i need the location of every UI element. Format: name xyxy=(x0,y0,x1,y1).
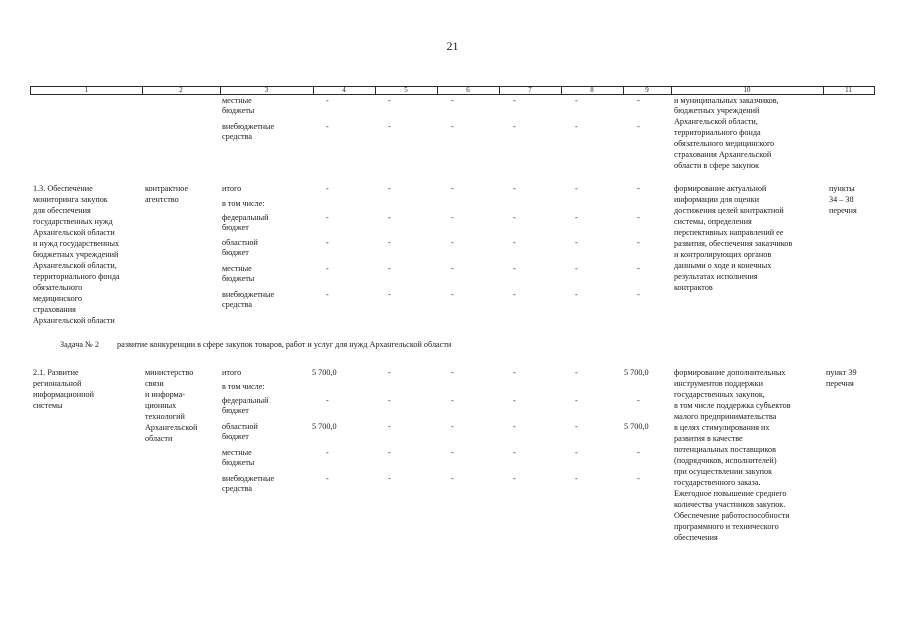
result-text-line: малого предпринимательства xyxy=(674,412,777,421)
value-cell: - xyxy=(326,474,329,483)
value-cell: - xyxy=(388,184,391,193)
source-label: областной xyxy=(222,422,258,431)
reference-line: перечня xyxy=(829,206,857,215)
col-header-2: 2 xyxy=(179,86,183,94)
result-text-line: и контролирующих органов xyxy=(674,250,772,259)
result-text-line: обязательного медицинского xyxy=(674,139,775,148)
result-text-line: Обеспечение работоспособности xyxy=(674,511,790,520)
value-cell: - xyxy=(326,96,329,105)
executor-line: министерство xyxy=(145,368,194,377)
col-header-11: 11 xyxy=(845,86,852,94)
activity-name-line: 1.3. Обеспечение xyxy=(33,184,93,193)
result-text-line: результатах исполнения xyxy=(674,272,758,281)
executor-line: технологий xyxy=(145,412,185,421)
activity-name-line: обязательного xyxy=(33,283,83,292)
result-text-line: программного и технического xyxy=(674,522,779,531)
value-cell: - xyxy=(513,368,516,377)
value-cell: - xyxy=(637,290,640,299)
source-label: итого xyxy=(222,368,242,377)
source-label: бюджет xyxy=(222,432,249,441)
table-header-row xyxy=(30,86,875,95)
activity-name-line: 2.1. Развитие xyxy=(33,368,79,377)
value-cell: - xyxy=(575,448,578,457)
value-cell: - xyxy=(513,96,516,105)
result-text-line: формирование дополнительных xyxy=(674,368,786,377)
col-header-8: 8 xyxy=(590,86,594,94)
result-text-line: при осуществлении закупок xyxy=(674,467,773,476)
value-cell: 5 700,0 xyxy=(624,422,649,431)
value-cell: - xyxy=(637,238,640,247)
activity-name-line: медицинского xyxy=(33,294,82,303)
value-cell: - xyxy=(637,122,640,131)
activity-name-line: Архангельской области xyxy=(33,316,115,325)
executor-line: контрактное xyxy=(145,184,189,193)
value-cell: - xyxy=(451,238,454,247)
value-cell: - xyxy=(451,368,454,377)
value-cell: - xyxy=(451,448,454,457)
activity-name-line: мониторинга закупок xyxy=(33,195,108,204)
value-cell: - xyxy=(575,290,578,299)
source-label: местные xyxy=(222,96,252,105)
result-text-line: перспективных направлений ее xyxy=(674,228,784,237)
value-cell: - xyxy=(637,448,640,457)
value-cell: - xyxy=(575,474,578,483)
value-cell: - xyxy=(637,184,640,193)
value-cell: - xyxy=(575,184,578,193)
result-text-line: инструментов поддержки xyxy=(674,379,764,388)
value-cell: - xyxy=(326,184,329,193)
activity-name-line: Архангельской области, xyxy=(33,261,117,270)
activity-name-line: региональной xyxy=(33,379,82,388)
value-cell: - xyxy=(388,213,391,222)
reference-line: перечня xyxy=(826,379,854,388)
result-text-line: и муниципальных заказчиков, xyxy=(674,96,779,105)
executor-line: ционных xyxy=(145,401,177,410)
value-cell: - xyxy=(451,264,454,273)
result-text-line: количества участников закупок. xyxy=(674,500,786,509)
reference-line: пункт 39 xyxy=(826,368,857,377)
result-text-line: системы, определения xyxy=(674,217,752,226)
value-cell: - xyxy=(388,122,391,131)
value-cell: - xyxy=(451,213,454,222)
result-text-line: обеспечения xyxy=(674,533,718,542)
executor-line: связи xyxy=(145,379,164,388)
value-cell: - xyxy=(637,96,640,105)
source-label: федеральный xyxy=(222,213,269,222)
source-label: средства xyxy=(222,132,253,141)
result-text-line: контрактов xyxy=(674,283,713,292)
result-text-line: территориального фонда xyxy=(674,128,761,137)
value-cell: - xyxy=(575,238,578,247)
value-cell: - xyxy=(326,290,329,299)
value-cell: - xyxy=(513,213,516,222)
source-label: в том числе: xyxy=(222,382,265,391)
value-cell: - xyxy=(575,396,578,405)
source-label: бюджеты xyxy=(222,458,255,467)
col-header-5: 5 xyxy=(404,86,408,94)
executor-line: области xyxy=(145,434,173,443)
task-text: развитие конкуренции в сфере закупок товаров, работ и услуг для нужд Архангельской области xyxy=(117,340,452,349)
value-cell: - xyxy=(513,122,516,131)
value-cell: - xyxy=(451,474,454,483)
executor-line: и информа- xyxy=(145,390,186,399)
source-label: внебюджетные xyxy=(222,474,275,483)
source-label: средства xyxy=(222,300,253,309)
result-text-line: государственного заказа. xyxy=(674,478,761,487)
result-text-line: достижения целей контрактной xyxy=(674,206,784,215)
value-cell: - xyxy=(326,396,329,405)
value-cell: - xyxy=(513,184,516,193)
value-cell: - xyxy=(637,264,640,273)
activity-name-line: для обеспечения xyxy=(33,206,91,215)
source-label: бюджеты xyxy=(222,106,255,115)
value-cell: - xyxy=(637,396,640,405)
activity-name-line: государственных нужд xyxy=(33,217,113,226)
col-header-4: 4 xyxy=(342,86,346,94)
value-cell: - xyxy=(451,396,454,405)
value-cell: - xyxy=(575,96,578,105)
source-label: бюджет xyxy=(222,223,249,232)
value-cell: - xyxy=(575,264,578,273)
source-label: бюджет xyxy=(222,248,249,257)
executor-line: агентство xyxy=(145,195,179,204)
reference-line: 34 – 38 xyxy=(829,195,854,204)
result-text-line: области в сфере закупок xyxy=(674,161,760,170)
result-text-line: информации для оценки xyxy=(674,195,759,204)
value-cell: - xyxy=(575,422,578,431)
value-cell: - xyxy=(513,396,516,405)
result-text-line: бюджетных учреждений xyxy=(674,106,760,115)
value-cell: - xyxy=(637,213,640,222)
value-cell: - xyxy=(451,422,454,431)
page-number: 21 xyxy=(446,39,459,53)
value-cell: - xyxy=(513,422,516,431)
value-cell: - xyxy=(326,122,329,131)
value-cell: 5 700,0 xyxy=(312,422,337,431)
value-cell: - xyxy=(388,264,391,273)
value-cell: - xyxy=(637,474,640,483)
activity-name-line: системы xyxy=(33,401,63,410)
value-cell: 5 700,0 xyxy=(624,368,649,377)
activity-name-line: бюджетных учреждений xyxy=(33,250,119,259)
value-cell: - xyxy=(513,264,516,273)
activity-name-line: территориального фонда xyxy=(33,272,120,281)
value-cell: - xyxy=(513,448,516,457)
result-text-line: развития, обеспечения заказчиков xyxy=(674,239,793,248)
value-cell: - xyxy=(575,213,578,222)
value-cell: - xyxy=(513,238,516,247)
result-text-line: государственных закупок, xyxy=(674,390,765,399)
value-cell: - xyxy=(451,122,454,131)
value-cell: - xyxy=(326,238,329,247)
result-text-line: потенциальных поставщиков xyxy=(674,445,776,454)
result-text-line: в том числе поддержка субъектов xyxy=(674,401,791,410)
result-text-line: в целях стимулирования их xyxy=(674,423,770,432)
value-cell: - xyxy=(513,290,516,299)
source-label: бюджеты xyxy=(222,274,255,283)
result-text-line: данными о ходе и конечных xyxy=(674,261,772,270)
value-cell: - xyxy=(575,368,578,377)
value-cell: - xyxy=(451,96,454,105)
value-cell: 5 700,0 xyxy=(312,368,337,377)
source-label: итого xyxy=(222,184,242,193)
source-label: федеральный xyxy=(222,396,269,405)
value-cell: - xyxy=(326,213,329,222)
value-cell: - xyxy=(326,264,329,273)
col-header-10: 10 xyxy=(743,86,751,94)
activity-name-line: информационной xyxy=(33,390,94,399)
source-label: средства xyxy=(222,484,253,493)
result-text-line: (подрядчиков, исполнителей) xyxy=(674,456,777,465)
source-label: местные xyxy=(222,264,252,273)
value-cell: - xyxy=(388,474,391,483)
value-cell: - xyxy=(451,290,454,299)
activity-name-line: страхования xyxy=(33,305,76,314)
source-label: в том числе: xyxy=(222,199,265,208)
value-cell: - xyxy=(388,96,391,105)
result-text-line: Ежегодное повышение среднего xyxy=(674,489,787,498)
reference-line: пункты xyxy=(829,184,855,193)
result-text-line: страхования Архангельской xyxy=(674,150,772,159)
source-label: местные xyxy=(222,448,252,457)
value-cell: - xyxy=(513,474,516,483)
result-text-line: формирование актуальной xyxy=(674,184,767,193)
source-label: внебюджетные xyxy=(222,122,275,131)
value-cell: - xyxy=(451,184,454,193)
col-header-1: 1 xyxy=(84,86,89,94)
result-text-line: развития в качестве xyxy=(674,434,743,443)
col-header-7: 7 xyxy=(528,86,532,94)
value-cell: - xyxy=(388,238,391,247)
col-header-6: 6 xyxy=(466,86,470,94)
value-cell: - xyxy=(388,368,391,377)
value-cell: - xyxy=(388,396,391,405)
col-header-9: 9 xyxy=(645,86,649,94)
col-header-3: 3 xyxy=(264,86,269,94)
value-cell: - xyxy=(326,448,329,457)
task-label: Задача № 2 xyxy=(60,340,99,349)
activity-name-line: и нужд государственных xyxy=(33,239,120,248)
executor-line: Архангельской xyxy=(145,423,198,432)
value-cell: - xyxy=(575,122,578,131)
source-label: бюджет xyxy=(222,406,249,415)
value-cell: - xyxy=(388,422,391,431)
source-label: внебюджетные xyxy=(222,290,275,299)
value-cell: - xyxy=(388,448,391,457)
value-cell: - xyxy=(388,290,391,299)
activity-name-line: Архангельской области xyxy=(33,228,115,237)
source-label: областной xyxy=(222,238,258,247)
result-text-line: Архангельской области, xyxy=(674,117,758,126)
